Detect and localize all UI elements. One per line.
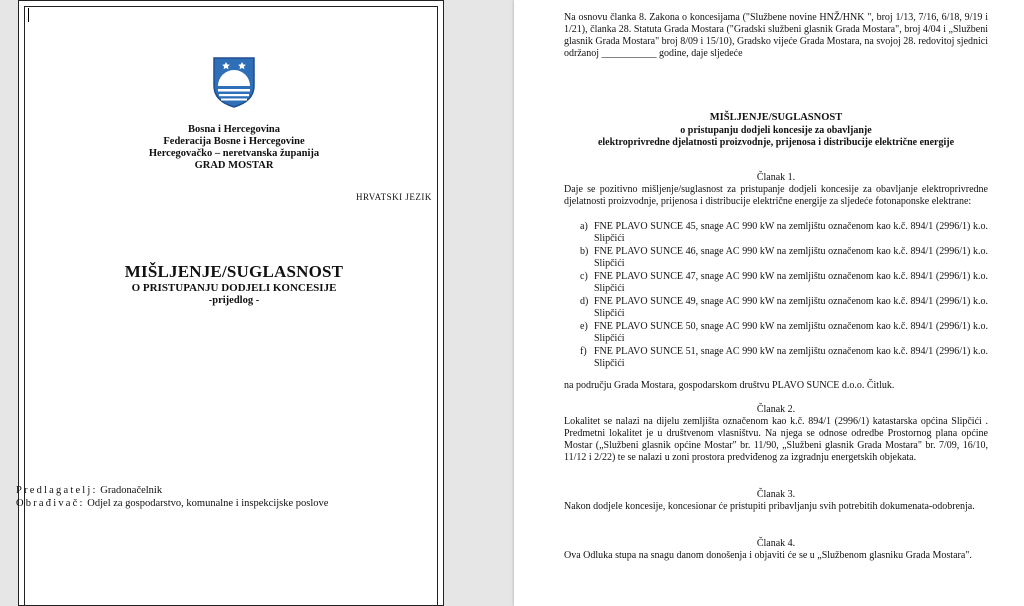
processor-line — [16, 497, 328, 510]
list-item-text: FNE PLAVO SUNCE 50, snage AC 990 kW na zemljištu označenom kao k.č. 894/1 (2996/1) k.o. Slipčići — [594, 321, 988, 344]
text-cursor — [28, 8, 29, 22]
decision-subtitle-line1: o pristupanju dodjeli koncesije za obavljanje — [680, 125, 872, 136]
list-item-label: f) — [580, 346, 587, 357]
list-item — [580, 221, 988, 245]
processor-value: Odjel za gospodarstvo, komunalne i inspekcijske poslove — [87, 498, 329, 509]
list-item-text: FNE PLAVO SUNCE 47, snage AC 990 kW na zemljištu označenom kao k.č. 894/1 (2996/1) k.o. Slipčići — [594, 271, 988, 294]
list-item — [580, 296, 988, 320]
list-item-text: FNE PLAVO SUNCE 45, snage AC 990 kW na zemljištu označenom kao k.č. 894/1 (2996/1) k.o. Slipčići — [594, 221, 988, 244]
article-3-text: Nakon dodjele koncesije, koncesionar će pristupiti pribavljanju svih potrebitih dokumenata-odobrenja. — [564, 501, 975, 512]
article-2-heading: Članak 2. — [756, 404, 796, 415]
article-4-heading: Članak 4. — [756, 538, 796, 549]
list-item-text: FNE PLAVO SUNCE 51, snage AC 990 kW na zemljištu označenom kao k.č. 894/1 (2996/1) k.o. Slipčići — [594, 346, 988, 369]
document-draft-label: -prijedlog - — [208, 295, 260, 306]
heading-line-federation: Federacija Bosne i Hercegovine — [163, 136, 305, 147]
list-item-label: d) — [580, 296, 589, 307]
language-label: HRVATSKI JEZIK — [356, 192, 432, 202]
list-item — [580, 246, 988, 270]
list-item-label: c) — [580, 271, 588, 282]
proposer-line — [16, 484, 162, 497]
list-item-text: FNE PLAVO SUNCE 46, snage AC 990 kW na zemljištu označenom kao k.č. 894/1 (2996/1) k.o. Slipčići — [594, 246, 988, 269]
decision-subtitle-line2: elektroprivredne djelatnosti proizvodnje, prijenosa i distribucije električne energije — [597, 137, 955, 148]
document-title: MIŠLJENJE/SUGLASNOST — [124, 262, 344, 281]
area-line: na području Grada Mostara, gospodarskom društvu PLAVO SUNCE d.o.o. Čitluk. — [564, 380, 895, 391]
list-item-label: e) — [580, 321, 588, 332]
article-1-heading: Članak 1. — [756, 172, 796, 183]
list-item — [580, 346, 988, 370]
heading-line-canton: Hercegovačko – neretvanska županija — [148, 148, 320, 159]
heading-line-city: GRAD MOSTAR — [194, 160, 274, 171]
decision-title: MIŠLJENJE/SUGLASNOST — [709, 112, 843, 123]
article-2-text: Lokalitet se nalazi na dijelu zemljišta označenom kao k.č. 894/1 (2996/1) katastarska općina Slipčići . Predmetni lokalitet je u društvenom vlasništvu. Na njega se odnose odredbe Prostornog plana općine Mostar („Službeni glasnik općine Mostar" br. 11/90, „Službeni glasnik Grada Mostara" br. 7/09, 16/10, 11/12 i 2/22) te se nalazi u zoni prostora predviđenog za izgradnju energetskih objekata. — [564, 416, 988, 463]
document-subtitle: O PRISTUPANJU DODJELI KONCESIJE — [131, 282, 337, 294]
institution-heading — [100, 124, 368, 172]
article-3-heading: Članak 3. — [756, 489, 796, 500]
list-item-label: a) — [580, 221, 588, 232]
list-item-label: b) — [580, 246, 589, 257]
power-plant-list — [580, 221, 988, 371]
legal-basis-paragraph: Na osnovu članka 8. Zakona o koncesijama ("Službene novine HNŽ/HNK ", broj 1/13, 7/16, 6/18, 9/19 i 1/21), članka 28. Statuta Grada Mostara ("Gradski službeni glasnik Grada Mostara", broj 4/04 i „Službeni glasnik Grada Mostara" broj 8/09 i 15/10), Gradsko vijeće Grada Mostara, na svojoj 28. redovitoj sjednici održanoj ___________ godine, daje sljedeće — [564, 12, 988, 59]
article-1-text: Daje se pozitivno mišljenje/suglasnost za pristupanje dodjeli koncesije za obavljanje elektroprivredne djelatnosti proizvodnje, prijenosa i distribucije električne energije za sljedeće fotonaponske elektrane: — [564, 184, 988, 207]
article-4-text: Ova Odluka stupa na snagu danom donošenja i objaviti će se u „Službenom glasniku Grada Mostara". — [564, 550, 972, 561]
list-item — [580, 321, 988, 345]
coat-of-arms-icon — [212, 56, 256, 108]
decision-page — [514, 0, 1024, 606]
list-item-text: FNE PLAVO SUNCE 49, snage AC 990 kW na zemljištu označenom kao k.č. 894/1 (2996/1) k.o. Slipčići — [594, 296, 988, 319]
proposer-label: Predlagatelj: — [16, 485, 98, 496]
heading-line-country: Bosna i Hercegovina — [188, 124, 280, 135]
processor-label: Obrađivač: — [16, 498, 85, 509]
proposer-value: Gradonačelnik — [100, 485, 163, 496]
list-item — [580, 271, 988, 295]
